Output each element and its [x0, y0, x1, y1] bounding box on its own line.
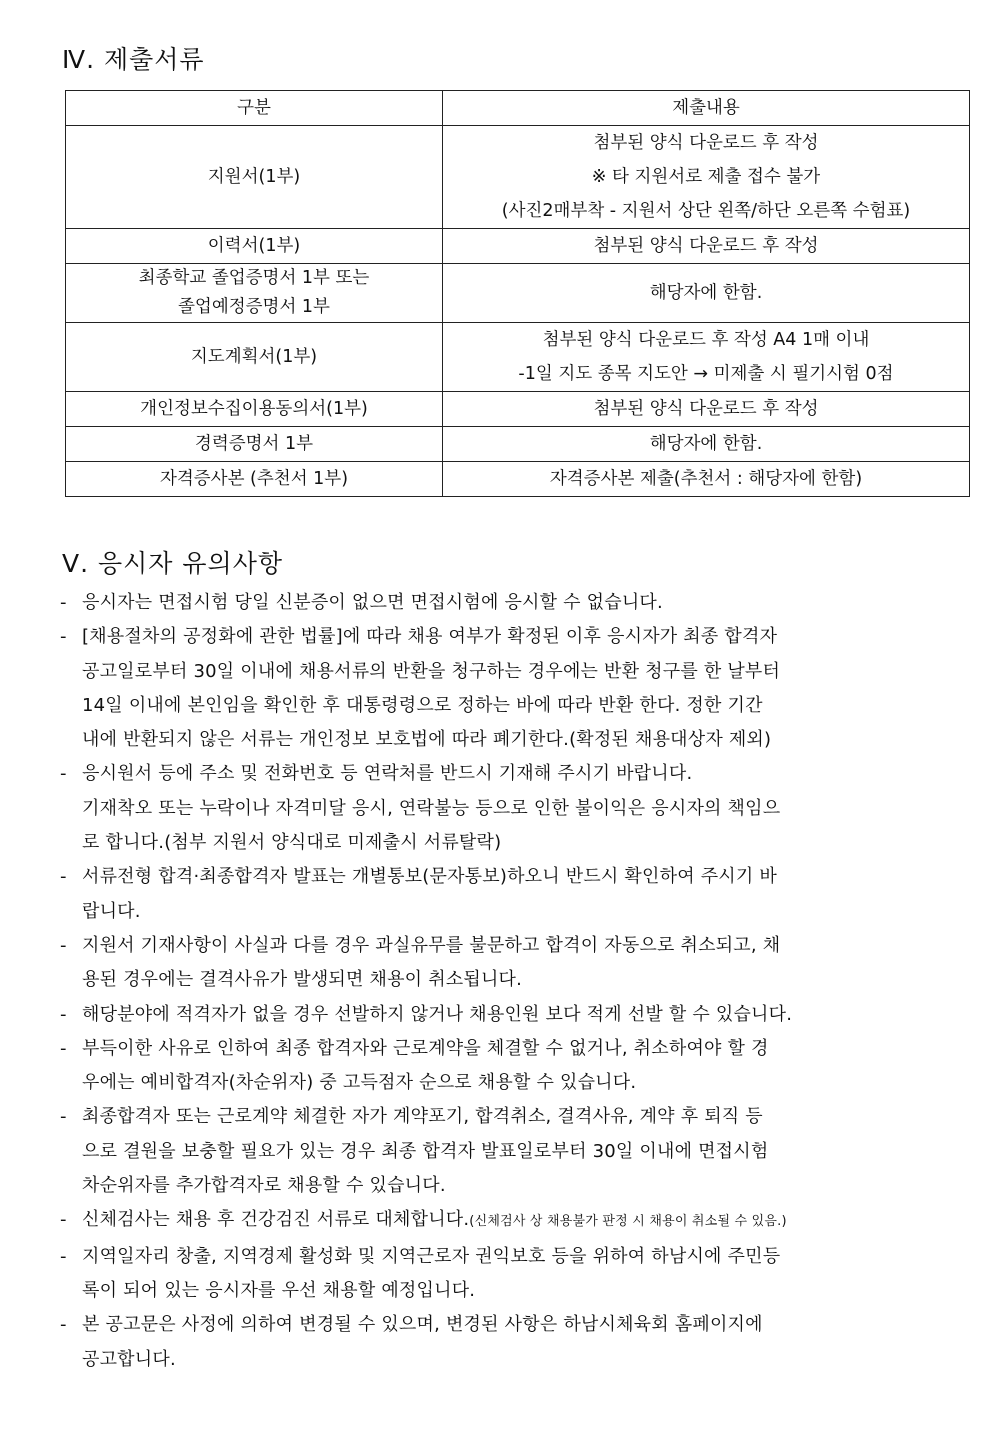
- document-name-cell: [66, 126, 443, 229]
- documents-table: [65, 90, 970, 497]
- notice-text: 기재착오 또는 누락이나 자격미달 응시, 연락불능 등으로 인한 불이익은 응시자의 책임으: [82, 797, 781, 819]
- submission-content: 첨부된 양식 다운로드 후 작성: [593, 236, 819, 256]
- submission-content: 해당자에 한함.: [649, 434, 763, 454]
- document-name: 졸업예정증명서 1부: [178, 297, 330, 317]
- notice-text: 내에 반환되지 않은 서류는 개인정보 보호법에 따라 폐기한다.(확정된 채용대상자 제외): [82, 729, 772, 751]
- notice-text: 으로 결원을 보충할 필요가 있는 경우 최종 합격자 발표일로부터 30일 이내에 면접시험: [82, 1140, 769, 1162]
- document-name: 지원서(1부): [207, 167, 301, 187]
- section-title-documents: Ⅳ. 제출서류: [62, 45, 205, 74]
- document-name-cell: [66, 229, 443, 264]
- notice-text: 록이 되어 있는 응시자를 우선 채용할 예정입니다.: [82, 1279, 476, 1301]
- table-row: [66, 427, 970, 462]
- submission-content-cell: [443, 126, 970, 229]
- submission-content: ※ 타 지원서로 제출 접수 불가: [591, 167, 821, 187]
- table-header-row: [66, 91, 970, 126]
- notice-text: 부득이한 사유로 인하여 최종 합격자와 근로계약을 체결할 수 없거나, 취소하여야 할 경: [82, 1037, 769, 1059]
- table-row: [66, 323, 970, 392]
- bullet-dash: -: [60, 1003, 67, 1025]
- notice-footnote: (신체검사 상 채용불가 판정 시 채용이 취소될 수 있음.): [469, 1214, 787, 1230]
- list-item: [60, 757, 975, 860]
- notice-text: 해당분야에 적격자가 없을 경우 선발하지 않거나 채용인원 보다 적게 선발 할 수 있습니다.: [82, 1003, 793, 1025]
- notice-text: 서류전형 합격·최종합격자 발표는 개별통보(문자통보)하오니 반드시 확인하여 주시기 바: [82, 866, 777, 888]
- bullet-dash: -: [60, 592, 67, 613]
- submission-content-cell: [443, 264, 970, 323]
- table-row: [66, 462, 970, 497]
- bullet-dash: -: [60, 1245, 67, 1267]
- document-name: 경력증명서 1부: [194, 434, 314, 454]
- list-item: [60, 860, 975, 929]
- submission-content: 자격증사본 제출(추천서 : 해당자에 한함): [549, 469, 863, 489]
- notice-text: 우에는 예비합격자(차순위자) 중 고득점자 순으로 채용할 수 있습니다.: [82, 1072, 637, 1094]
- table-row: [66, 229, 970, 264]
- table-row: [66, 126, 970, 229]
- list-item: [60, 929, 975, 998]
- notice-text: 랍니다.: [82, 900, 141, 922]
- submission-content: (사진2매부착 - 지원서 상단 왼쪽/하단 오른쪽 수험표): [501, 201, 911, 221]
- bullet-dash: -: [60, 763, 67, 785]
- list-item: [60, 1203, 975, 1239]
- notes-list: [60, 586, 975, 1377]
- submission-content: 첨부된 양식 다운로드 후 작성: [593, 399, 819, 419]
- column-header-content: 제출내용: [443, 91, 970, 126]
- submission-content-cell: [443, 323, 970, 392]
- notice-text: 14일 이내에 본인임을 확인한 후 대통령령으로 정하는 바에 따라 반환 한다. 정한 기간: [82, 694, 763, 716]
- bullet-dash: -: [60, 1209, 67, 1231]
- bullet-dash: -: [60, 934, 67, 956]
- document-name-cell: [66, 323, 443, 392]
- submission-content-cell: [443, 392, 970, 427]
- notice-text: 지역일자리 창출, 지역경제 활성화 및 지역근로자 권익보호 등을 위하여 하남시에 주민등: [82, 1245, 781, 1267]
- notice-text: 본 공고문은 사정에 의하여 변경될 수 있으며, 변경된 사항은 하남시체육회 홈페이지에: [82, 1314, 763, 1336]
- notice-text: 공고일로부터 30일 이내에 채용서류의 반환을 청구하는 경우에는 반환 청구를 한 날부터: [82, 660, 781, 682]
- submission-content: 해당자에 한함.: [649, 283, 763, 303]
- list-item: [60, 1100, 975, 1203]
- document-name: 지도계획서(1부): [190, 347, 318, 367]
- table-row: [66, 264, 970, 323]
- list-item: [60, 1308, 975, 1377]
- table-row: [66, 392, 970, 427]
- submission-content-cell: [443, 427, 970, 462]
- notice-text: 응시자는 면접시험 당일 신분증이 없으면 면접시험에 응시할 수 없습니다.: [82, 592, 663, 613]
- list-item: [60, 620, 975, 757]
- notice-text: 차순위자를 추가합격자로 채용할 수 있습니다.: [82, 1175, 446, 1197]
- bullet-dash: -: [60, 1106, 67, 1128]
- notice-text: 지원서 기재사항이 사실과 다를 경우 과실유무를 불문하고 합격이 자동으로 취소되고, 채: [82, 934, 781, 956]
- column-header-category: 구분: [66, 91, 443, 126]
- notice-text: 로 합니다.(첨부 지원서 양식대로 미제출시 서류탈락): [82, 832, 502, 854]
- document-name-cell: [66, 264, 443, 323]
- document-name: 자격증사본 (추천서 1부): [159, 469, 349, 489]
- document-name-cell: [66, 462, 443, 497]
- notice-text: 용된 경우에는 결격사유가 발생되면 채용이 취소됩니다.: [82, 969, 523, 991]
- notice-text: 신체검사는 채용 후 건강검진 서류로 대체합니다.: [82, 1209, 470, 1231]
- document-name-cell: [66, 427, 443, 462]
- document-name: 이력서(1부): [207, 236, 301, 256]
- submission-content: 첨부된 양식 다운로드 후 작성 A4 1매 이내: [542, 330, 870, 350]
- document-name: 개인정보수집이용동의서(1부): [140, 399, 368, 419]
- list-item: [60, 586, 975, 620]
- bullet-dash: -: [60, 866, 67, 888]
- submission-content: 첨부된 양식 다운로드 후 작성: [593, 133, 819, 153]
- section-title-notes: Ⅴ. 응시자 유의사항: [62, 549, 283, 578]
- bullet-dash: -: [60, 626, 67, 648]
- list-item: [60, 1240, 975, 1309]
- notice-text: 공고합니다.: [82, 1348, 176, 1370]
- notice-text: [채용절차의 공정화에 관한 법률]에 따라 채용 여부가 확정된 이후 응시자가 최종 합격자: [82, 626, 778, 648]
- document-name: 최종학교 졸업증명서 1부 또는: [138, 268, 370, 288]
- list-item: [60, 1032, 975, 1101]
- notice-text: 최종합격자 또는 근로계약 체결한 자가 계약포기, 합격취소, 결격사유, 계약 후 퇴직 등: [82, 1106, 763, 1128]
- submission-content: -1일 지도 종목 지도안 → 미제출 시 필기시험 0점: [518, 364, 894, 384]
- bullet-dash: -: [60, 1314, 67, 1336]
- notice-text: 응시원서 등에 주소 및 전화번호 등 연락처를 반드시 기재해 주시기 바랍니다.: [82, 763, 693, 785]
- submission-content-cell: [443, 462, 970, 497]
- list-item: [60, 998, 975, 1032]
- submission-content-cell: [443, 229, 970, 264]
- document-name-cell: [66, 392, 443, 427]
- bullet-dash: -: [60, 1037, 67, 1059]
